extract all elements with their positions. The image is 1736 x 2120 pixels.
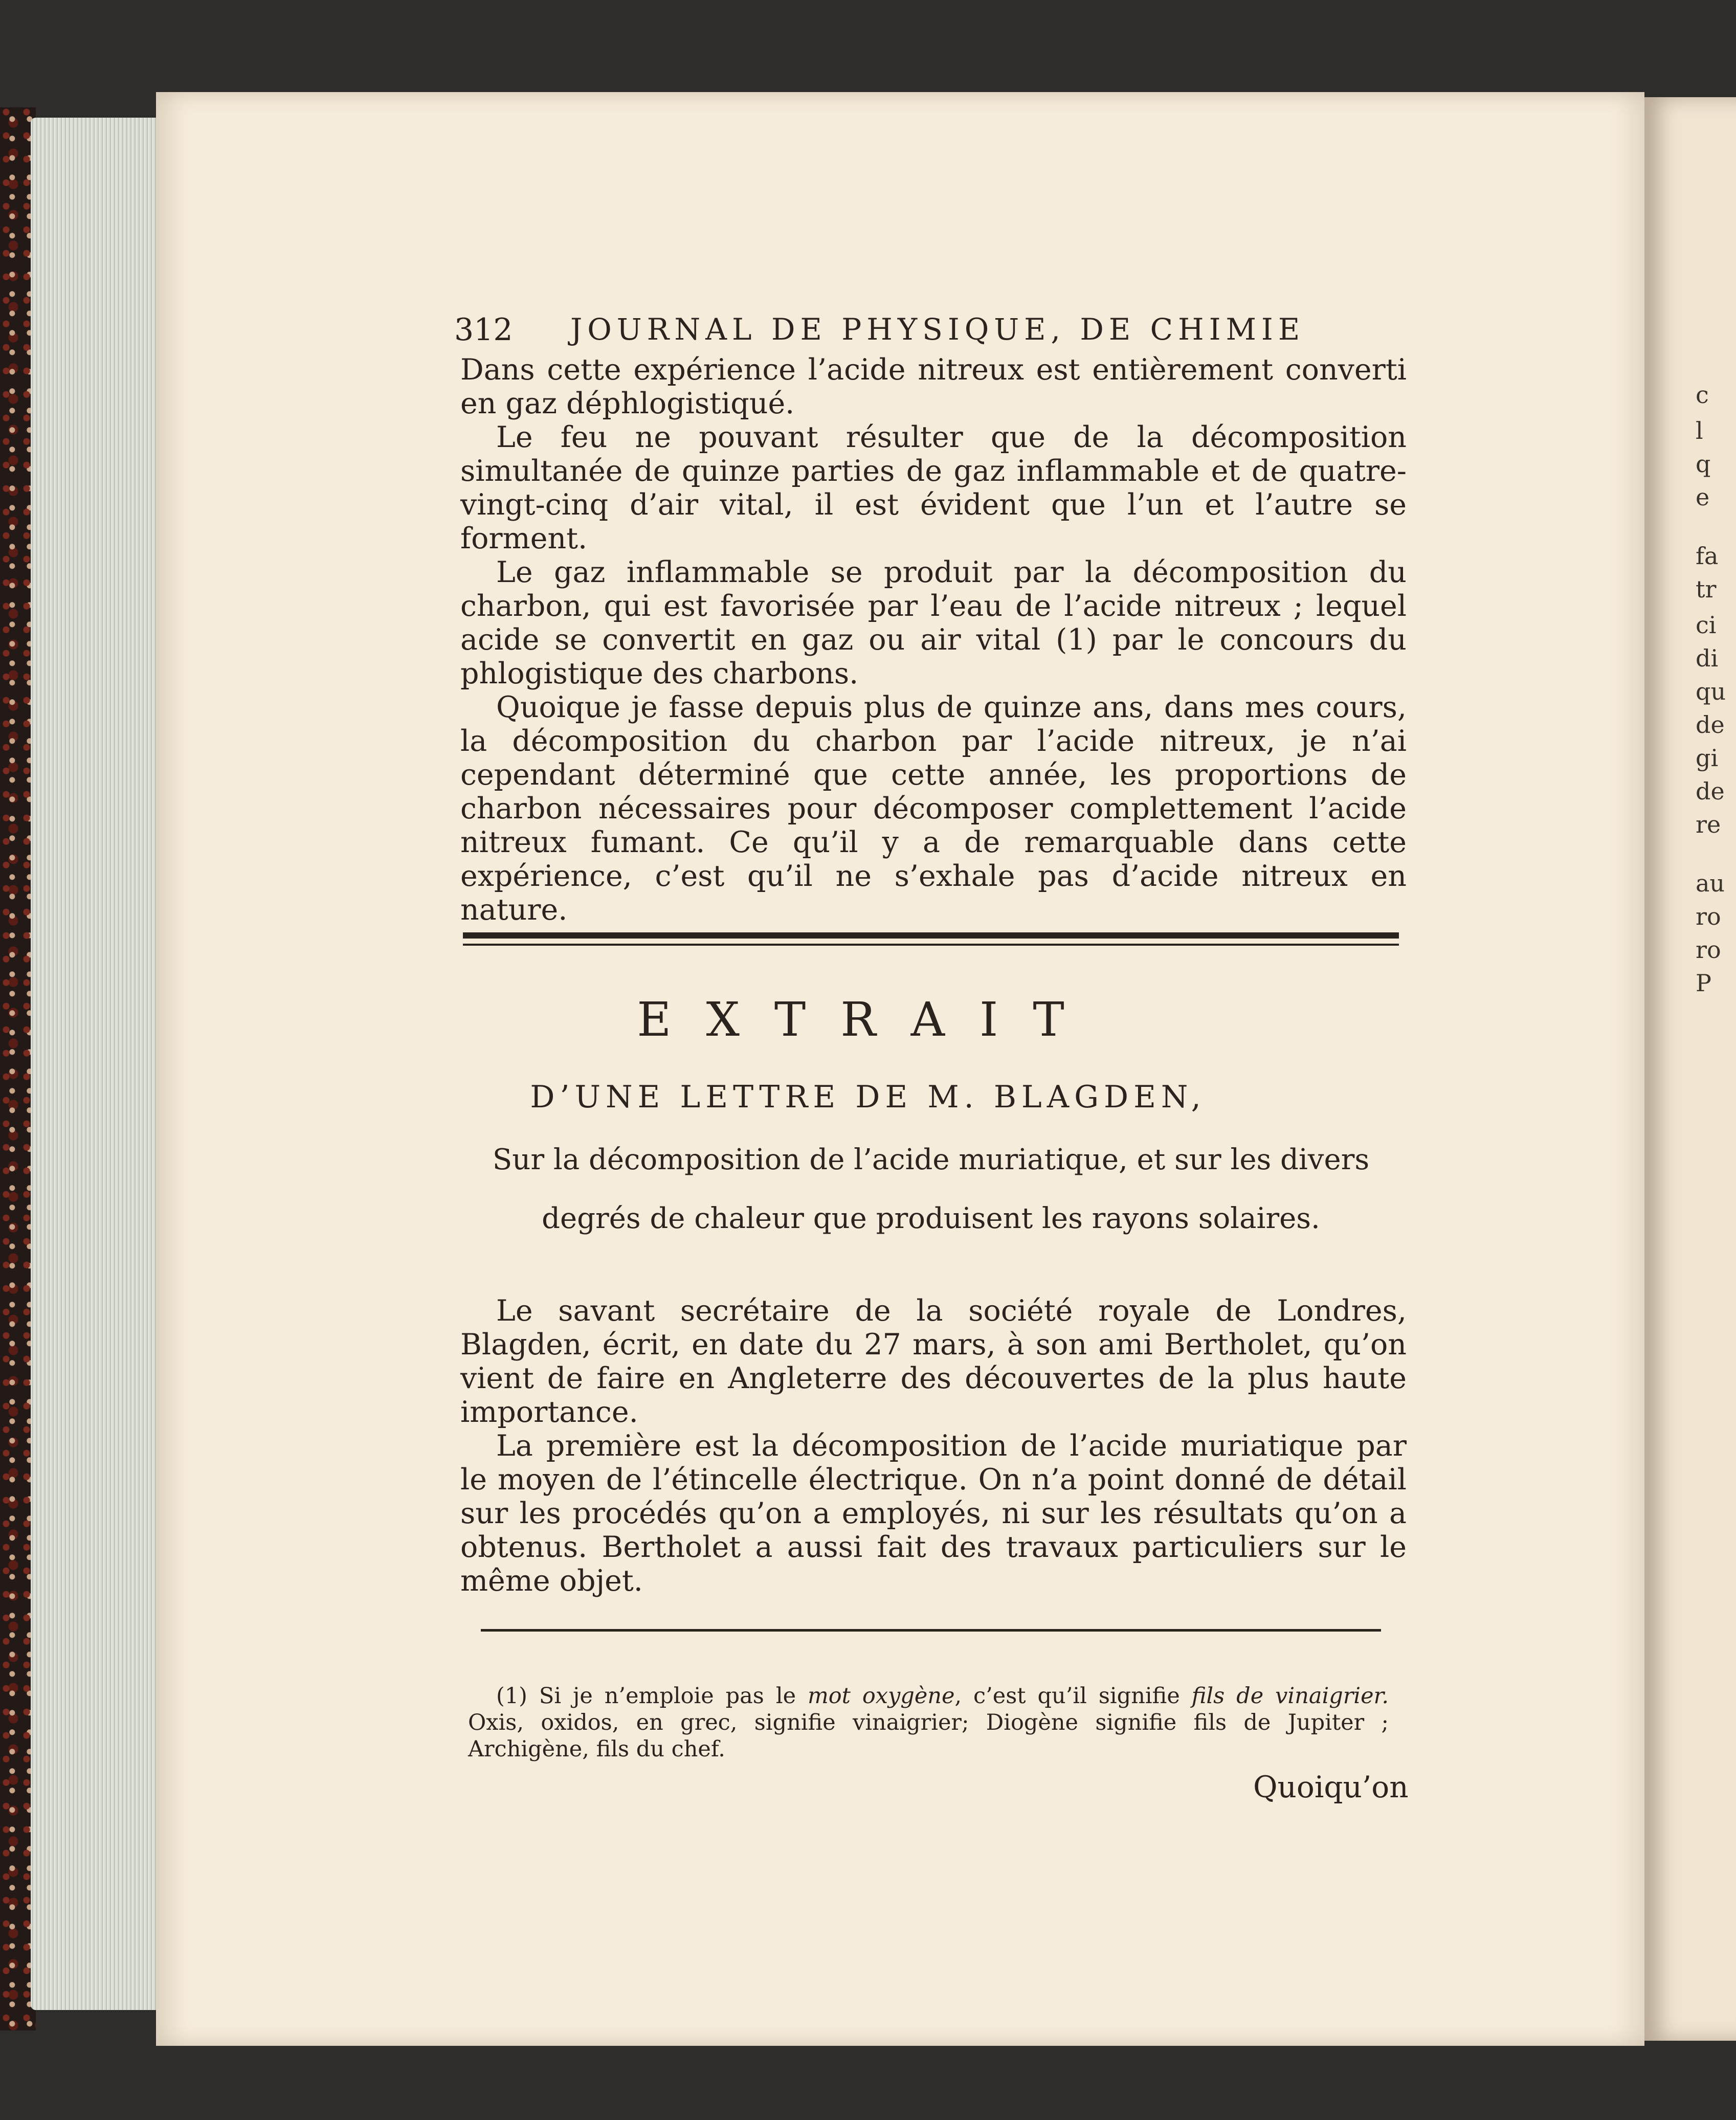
paragraph: Le gaz inflammable se produit par la décomposition du charbon, qui est favorisée par l’eau de l’acide nitreux ; lequel acide se convertit en gaz ou air vital (1) par le concours du phlogistique des charbons. [460, 555, 1407, 690]
facing-fragment: c [1696, 381, 1709, 409]
article-body-text [460, 1294, 1407, 1598]
facing-fragment: di [1696, 644, 1719, 672]
facing-fragment: re [1696, 811, 1721, 838]
footnote-middle: , c’est qu’il signifie [954, 1683, 1192, 1709]
page-header [0, 312, 1736, 353]
top-section-text [460, 353, 1407, 927]
article-description-line-1: Sur la décomposition de l’acide muriatique, et sur les divers [492, 1143, 1370, 1176]
footnote-meaning: fils de vinaigrier. [1191, 1683, 1389, 1709]
facing-fragment: fa [1696, 542, 1719, 570]
article-description-line-2: degrés de chaleur que produisent les rayons solaires. [542, 1202, 1320, 1235]
section-rule-thick [463, 932, 1399, 939]
footnote-term: mot oxygène [807, 1683, 955, 1709]
section-rule-thin [463, 944, 1399, 946]
facing-fragment: ro [1696, 903, 1721, 930]
facing-fragment: ci [1696, 611, 1717, 639]
facing-fragment: ro [1696, 936, 1721, 964]
facing-fragment: de [1696, 711, 1725, 739]
paragraph: Quoique je fasse depuis plus de quinze ans, dans mes cours, la décomposition du charbon par l’acide nitreux, je n’ai cependant déterminé que cette année, les proportions de charbon nécessaires pour décomposer complettement l’acide nitreux fumant. Ce qu’il y a de remarquable dans cette expérience, c’est qu’il ne s’exhale pas d’acide nitreux en nature. [460, 690, 1407, 927]
facing-fragment: e [1696, 483, 1710, 511]
facing-fragment: de [1696, 777, 1725, 805]
footnote-rest: Oxis, oxidos, en grec, signifie vinaigrier; Diogène signifie fils de Jupiter ; Archigène, fils du chef. [468, 1710, 1389, 1762]
facing-fragment: l [1696, 417, 1703, 444]
facing-fragment: P [1696, 969, 1711, 997]
paragraph: Dans cette expérience l’acide nitreux est entièrement converti en gaz déphlogistiqué. [460, 353, 1407, 420]
facing-fragment: gi [1696, 744, 1719, 772]
facing-fragment: q [1696, 450, 1711, 478]
page-number: 312 [454, 312, 513, 348]
facing-fragment: tr [1696, 575, 1717, 603]
paragraph: La première est la décomposition de l’acide muriatique par le moyen de l’étincelle électrique. On n’a point donné de détail sur les procédés qu’on a employés, ni sur les résultats qu’on a obtenus. Bertholet a aussi fait des travaux particuliers sur le même objet. [460, 1429, 1407, 1598]
paragraph: Le savant secrétaire de la société royale de Londres, Blagden, écrit, en date du 27 mars, à son ami Bertholet, qu’on vient de faire en Angleterre des découvertes de la plus haute importance. [460, 1294, 1407, 1429]
facing-fragment: qu [1696, 678, 1726, 705]
article-subtitle: D’UNE LETTRE DE M. BLAGDEN, [530, 1079, 1206, 1115]
article-title: EXTRAIT [637, 992, 1099, 1047]
page-edges [31, 118, 164, 2010]
running-head: JOURNAL DE PHYSIQUE, DE CHIMIE [570, 312, 1305, 347]
footnote [468, 1683, 1389, 1762]
footnote-lead: (1) Si je n’emploie pas le [496, 1683, 808, 1709]
footnote-rule [481, 1629, 1381, 1632]
catchword: Quoiqu’on [1253, 1770, 1409, 1804]
facing-fragment: au [1696, 869, 1725, 897]
facing-page [1639, 97, 1736, 2041]
paragraph: Le feu ne pouvant résulter que de la décomposition simultanée de quinze parties de gaz inflammable et de quatre-vingt-cinq d’air vital, il est évident que l’un et l’autre se forment. [460, 420, 1407, 555]
